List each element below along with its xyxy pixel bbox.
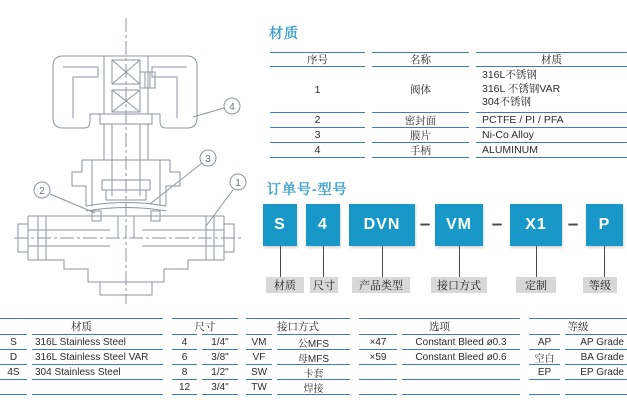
legend-table-connection (246, 318, 350, 394)
code-separator: – (419, 214, 431, 235)
table-rule (529, 394, 560, 395)
valve-outline (14, 18, 246, 304)
legend-cell: 1/4" (202, 334, 238, 349)
legend-cell: 卡套 (277, 364, 350, 379)
table-rule (277, 394, 350, 395)
callout-number-4: 4 (229, 102, 235, 113)
legend-cell: BA Grade (565, 349, 627, 364)
legend-cell: 4 (172, 334, 197, 349)
callout-number-3: 3 (205, 154, 211, 165)
connector-line (536, 246, 537, 277)
order-label-size: 尺寸 (310, 277, 338, 293)
legend-cell: 3/4" (202, 379, 238, 394)
table-rule (32, 394, 163, 395)
legend-cell: 6 (172, 349, 197, 364)
order-code-size: 4 (306, 204, 340, 246)
legend-cell (565, 379, 627, 394)
legend-table-options (359, 318, 520, 394)
materials-row4-material: ALUMINUM (476, 142, 627, 157)
table-rule (372, 157, 469, 158)
order-code-grade: P (586, 204, 623, 246)
handle-right-rib (152, 67, 187, 118)
materials-row3-material: Ni-Co Alloy (476, 127, 627, 142)
legend-size-title: 尺寸 (172, 318, 238, 334)
order-label-product-type: 产品类型 (352, 277, 410, 293)
legend-options-title: 选项 (359, 318, 520, 334)
legend-cell: Constant Bleed ø0.3 (402, 334, 520, 349)
legend-cell: ×59 (359, 349, 397, 364)
legend-cell (359, 364, 397, 379)
legend-cell: AP (529, 334, 560, 349)
legend-cell: 1/2" (202, 364, 238, 379)
materials-row1-material-line2: 316L 不锈钢VAR (482, 82, 561, 95)
order-label-grade: 等级 (583, 277, 617, 293)
materials-col-header-name: 名称 (372, 52, 469, 66)
table-rule (0, 394, 27, 395)
legend-cell: VF (246, 349, 272, 364)
order-label-custom: 定制 (516, 277, 556, 293)
order-code-connection: VM (435, 204, 483, 246)
legend-cell (32, 379, 163, 394)
code-separator: – (491, 214, 503, 235)
legend-cell (402, 364, 520, 379)
table-rule (202, 394, 238, 395)
table-rule (172, 394, 197, 395)
materials-row3-no: 3 (270, 127, 365, 142)
legend-table-grade (529, 318, 627, 394)
legend-cell: 焊接 (277, 379, 350, 394)
legend-cell: EP (529, 364, 560, 379)
materials-row1-material-line3: 304不锈钢 (482, 96, 532, 109)
materials-row1-material (476, 66, 627, 112)
legend-grade-title: 等级 (529, 318, 627, 334)
order-code-material: S (263, 204, 297, 246)
legend-cell: 4S (0, 364, 27, 379)
table-rule (359, 394, 397, 395)
legend-cell: 公MFS (277, 334, 350, 349)
connector-line (382, 246, 383, 277)
connector-line (604, 246, 605, 277)
callout-number-1: 1 (235, 178, 241, 189)
materials-table (270, 52, 627, 157)
legend-cell: EP Grade (565, 364, 627, 379)
materials-row4-name: 手柄 (372, 142, 469, 157)
legend-cell: 304 Stainless Steel (32, 364, 163, 379)
materials-row1-name: 阀体 (372, 66, 469, 112)
leader-1 (206, 190, 233, 226)
code-separator: – (567, 214, 579, 235)
materials-section-title: 材质 (269, 25, 299, 41)
legend-cell: VM (246, 334, 272, 349)
legend-cell: 3/8" (202, 349, 238, 364)
legend-cell: D (0, 349, 27, 364)
legend-cell (529, 379, 560, 394)
connector-line (323, 246, 324, 277)
legend-cell: 母MFS (277, 349, 350, 364)
legend-material-title: 材质 (0, 318, 163, 334)
leader-3 (150, 163, 202, 204)
materials-row1-material-line1: 316L不锈钢 (482, 69, 537, 82)
valve-cross-section-drawing (0, 10, 260, 310)
legend-connection-title: 接口方式 (246, 318, 350, 334)
order-label-material: 材质 (266, 277, 304, 293)
table-rule (402, 394, 520, 395)
leader-4 (193, 108, 224, 117)
order-code-custom: X1 (510, 204, 562, 246)
legend-cell: 316L Stainless Steel VAR (32, 349, 163, 364)
handle-left-rib (63, 67, 98, 118)
order-code-product-type: DVN (349, 204, 415, 246)
legend-cell: Constant Bleed ø0.6 (402, 349, 520, 364)
legend-cell: SW (246, 364, 272, 379)
materials-row3-name: 膜片 (372, 127, 469, 142)
materials-row2-name: 密封面 (372, 112, 469, 127)
legend-cell: 8 (172, 364, 197, 379)
table-rule (476, 157, 627, 158)
materials-row2-no: 2 (270, 112, 365, 127)
connector-line (280, 246, 281, 277)
callout-number-2: 2 (39, 186, 45, 197)
legend-cell: 12 (172, 379, 197, 394)
legend-cell: ×47 (359, 334, 397, 349)
legend-cell: 316L Stainless Steel (32, 334, 163, 349)
materials-row1-no: 1 (270, 66, 365, 112)
legend-cell: S (0, 334, 27, 349)
legend-cell: TW (246, 379, 272, 394)
legend-cell (402, 379, 520, 394)
materials-row4-no: 4 (270, 142, 365, 157)
legend-cell (359, 379, 397, 394)
legend-cell: 空白 (529, 349, 560, 364)
materials-row2-material: PCTFE / PI / PFA (476, 112, 627, 127)
connector-line (459, 246, 460, 277)
table-rule (565, 394, 627, 395)
order-section-title: 订单号-型号 (267, 181, 348, 197)
legend-table-size (172, 318, 238, 394)
table-rule (270, 157, 365, 158)
legend-cell: AP Grade (565, 334, 627, 349)
legend-cell (0, 379, 27, 394)
table-rule (246, 394, 272, 395)
materials-col-header-material: 材质 (476, 52, 627, 66)
legend-table-material (0, 318, 163, 394)
leader-2 (50, 194, 95, 213)
order-label-connection: 接口方式 (431, 277, 487, 293)
materials-col-header-no: 序号 (270, 52, 365, 66)
